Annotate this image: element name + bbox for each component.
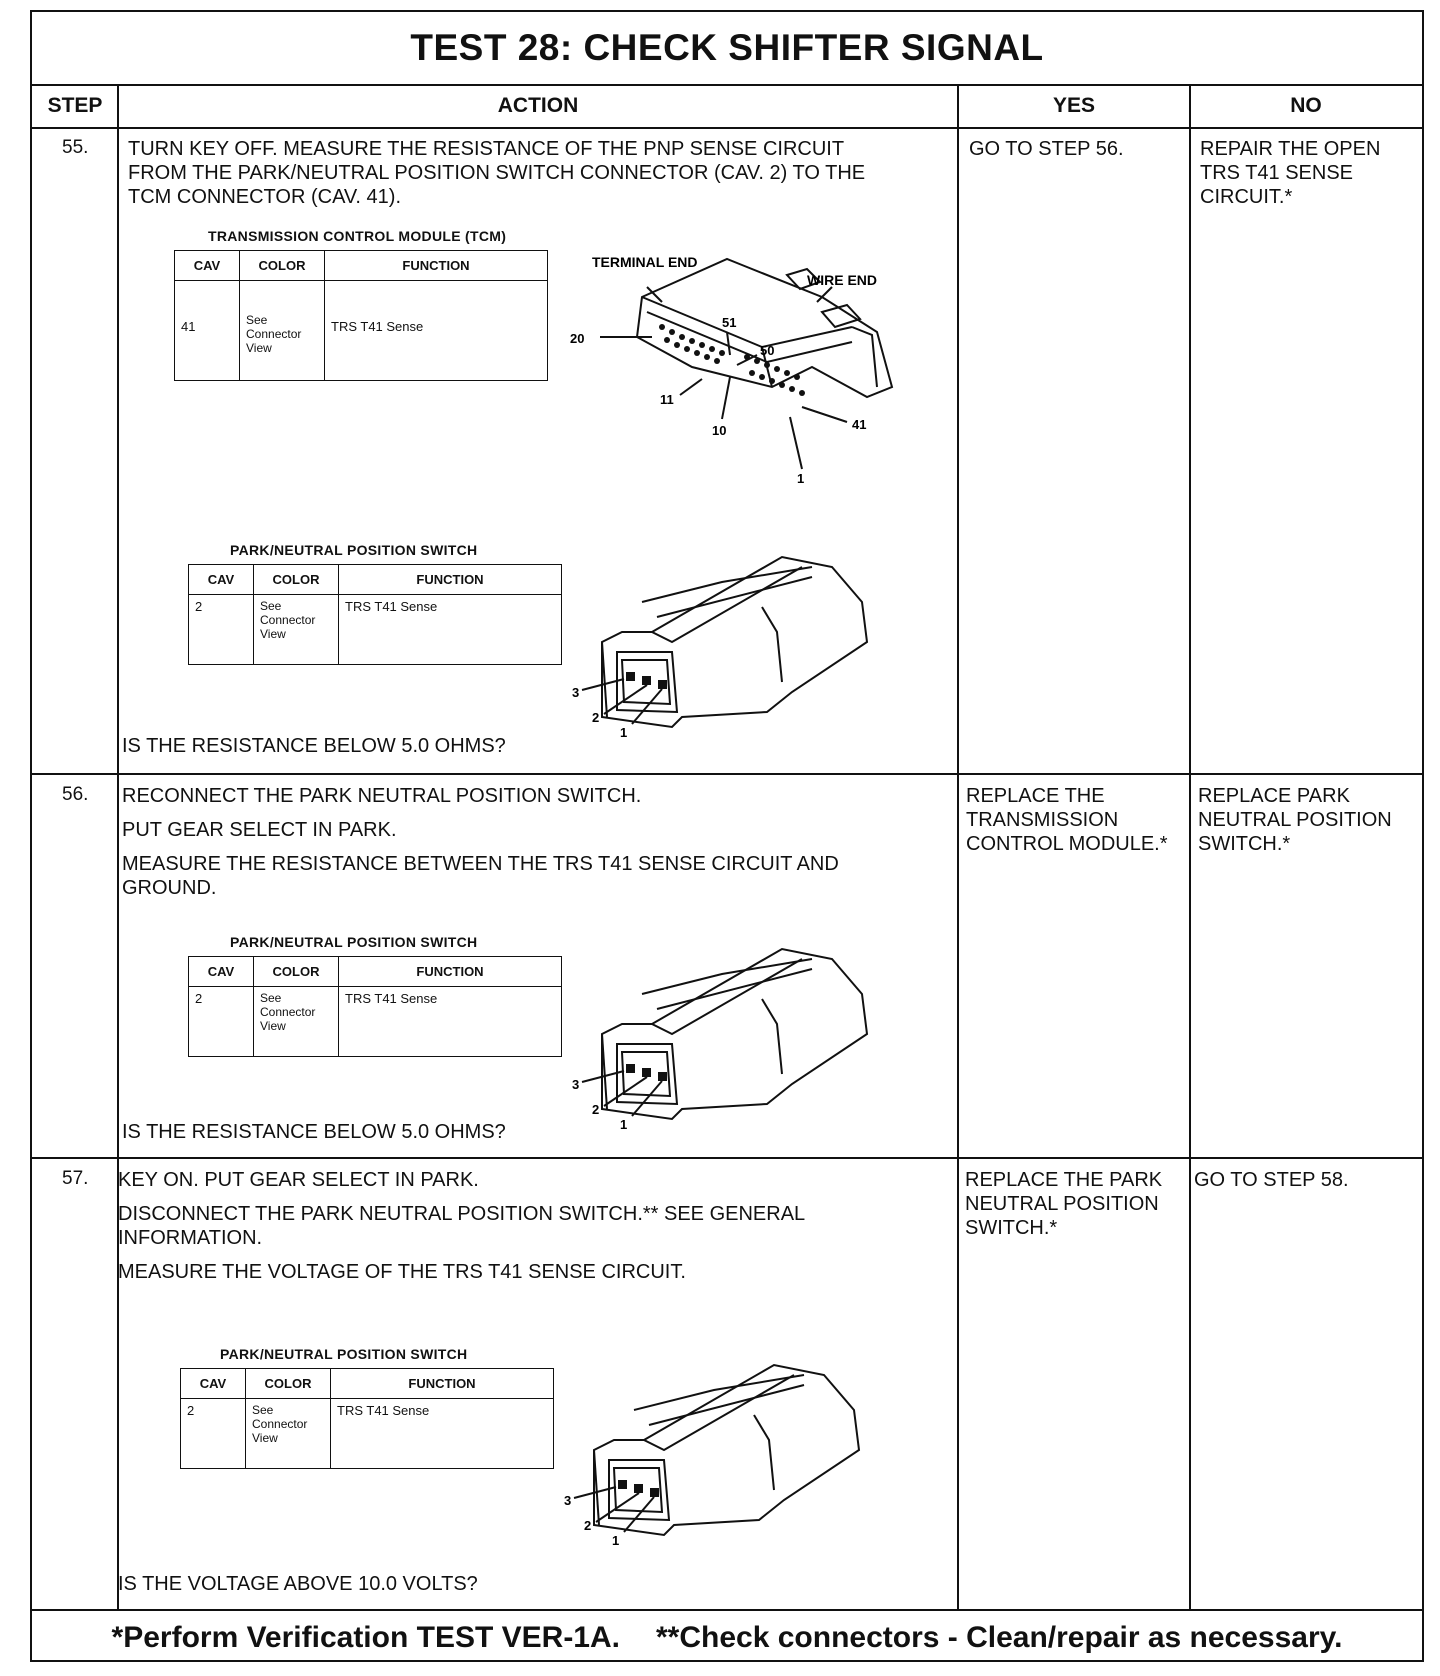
pin-label: 3 [564, 1493, 572, 1508]
step-number: 56. [62, 784, 89, 805]
table-header: COLOR [246, 1369, 331, 1399]
table-cell: TRS T41 Sense [339, 987, 562, 1057]
table-cell: See Connector View [240, 281, 325, 381]
column-divider [117, 84, 119, 1609]
table-header: COLOR [254, 565, 339, 595]
pin-label: 41 [852, 417, 867, 432]
step-question: IS THE RESISTANCE BELOW 5.0 OHMS? [122, 735, 506, 757]
tcm-table-caption: TRANSMISSION CONTROL MODULE (TCM) [208, 228, 507, 244]
pin-label: 51 [722, 315, 737, 330]
step-action-text: MEASURE THE VOLTAGE OF THE TRS T41 SENSE CIRCUIT. [118, 1261, 686, 1283]
step-question: IS THE VOLTAGE ABOVE 10.0 VOLTS? [118, 1573, 478, 1595]
column-divider [1189, 84, 1191, 1609]
table-cell: TRS T41 Sense [325, 281, 548, 381]
table-header: FUNCTION [339, 565, 562, 595]
step-number: 57. [62, 1168, 89, 1189]
header-action: ACTION [118, 84, 958, 129]
pin-label: 3 [572, 1077, 580, 1092]
pin-label: 1 [620, 1117, 628, 1132]
step-no-result: REPAIR THE OPEN TRS T41 SENSE CIRCUIT.* [1200, 138, 1381, 208]
table-cell: See Connector View [254, 987, 339, 1057]
step-yes-result: REPLACE THE TRANSMISSION CONTROL MODULE.* [966, 785, 1168, 855]
step-action-text: TURN KEY OFF. MEASURE THE RESISTANCE OF THE PNP SENSE CIRCUIT FROM THE PARK/NEUTRAL POSITION SWITCH CONNECTOR (CAV. 2) TO THE TCM CONNECTOR (CAV. 41). [128, 138, 866, 208]
pnp-connector-diagram [562, 542, 892, 762]
step-action-text: KEY ON. PUT GEAR SELECT IN PARK. [118, 1169, 479, 1191]
table-cell: 2 [189, 987, 254, 1057]
page-title: TEST 28: CHECK SHIFTER SIGNAL [32, 12, 1422, 86]
row-divider [32, 1157, 1422, 1159]
table-header: FUNCTION [339, 957, 562, 987]
pin-label: 50 [760, 343, 775, 358]
table-cell: 2 [189, 595, 254, 665]
wire-end-label: WIRE END [807, 272, 877, 288]
pin-label: 1 [612, 1533, 620, 1548]
table-cell: See Connector View [246, 1399, 331, 1469]
table-cell: TRS T41 Sense [339, 595, 562, 665]
pnp-connector-diagram [554, 1350, 884, 1570]
terminal-end-label: TERMINAL END [592, 254, 698, 270]
pnp-cavity-table [188, 564, 562, 665]
pnp-table-caption: PARK/NEUTRAL POSITION SWITCH [230, 542, 478, 558]
step-action-text: RECONNECT THE PARK NEUTRAL POSITION SWITCH. [122, 785, 642, 807]
step-yes-result: GO TO STEP 56. [969, 138, 1124, 160]
table-header: CAV [189, 957, 254, 987]
pin-label: 1 [797, 471, 805, 486]
footer-notes [32, 1609, 1422, 1664]
table-header: CAV [175, 251, 240, 281]
tcm-connector-diagram [552, 237, 952, 497]
step-action-text: MEASURE THE RESISTANCE BETWEEN THE TRS T41 SENSE CIRCUIT AND GROUND. [122, 853, 839, 899]
header-yes: YES [958, 84, 1190, 129]
pin-label: 10 [712, 423, 727, 438]
table-header: FUNCTION [331, 1369, 554, 1399]
table-cell: TRS T41 Sense [331, 1399, 554, 1469]
test-procedure-frame [30, 10, 1424, 1662]
pin-label: 2 [584, 1518, 592, 1533]
table-cell: See Connector View [254, 595, 339, 665]
step-question: IS THE RESISTANCE BELOW 5.0 OHMS? [122, 1121, 506, 1143]
footer-note-connectors: **Check connectors - Clean/repair as necessary. [656, 1620, 1343, 1654]
step-yes-result: REPLACE THE PARK NEUTRAL POSITION SWITCH.* [965, 1169, 1163, 1239]
step-number: 55. [62, 137, 89, 158]
table-cell: 41 [175, 281, 240, 381]
pin-label: 20 [570, 331, 585, 346]
header-step: STEP [32, 84, 118, 129]
table-cell: 2 [181, 1399, 246, 1469]
table-header: FUNCTION [325, 251, 548, 281]
table-header: CAV [181, 1369, 246, 1399]
pnp-table-caption: PARK/NEUTRAL POSITION SWITCH [220, 1346, 468, 1362]
table-header: CAV [189, 565, 254, 595]
step-no-result: REPLACE PARK NEUTRAL POSITION SWITCH.* [1198, 785, 1392, 855]
row-divider [32, 773, 1422, 775]
pin-label: 3 [572, 685, 580, 700]
table-header: COLOR [240, 251, 325, 281]
pin-label: 11 [660, 392, 674, 407]
pnp-table-caption: PARK/NEUTRAL POSITION SWITCH [230, 934, 478, 950]
pnp-cavity-table [188, 956, 562, 1057]
step-no-result: GO TO STEP 58. [1194, 1169, 1349, 1191]
pnp-cavity-table [180, 1368, 554, 1469]
pin-label: 1 [620, 725, 628, 740]
pin-label: 2 [592, 1102, 600, 1117]
column-divider [957, 84, 959, 1609]
tcm-cavity-table [174, 250, 548, 381]
table-header: COLOR [254, 957, 339, 987]
step-action-text: DISCONNECT THE PARK NEUTRAL POSITION SWITCH.** SEE GENERAL INFORMATION. [118, 1203, 805, 1249]
footer-note-verification: *Perform Verification TEST VER-1A. [111, 1620, 620, 1654]
pin-label: 2 [592, 710, 600, 725]
step-action-text: PUT GEAR SELECT IN PARK. [122, 819, 397, 841]
header-no: NO [1190, 84, 1422, 129]
